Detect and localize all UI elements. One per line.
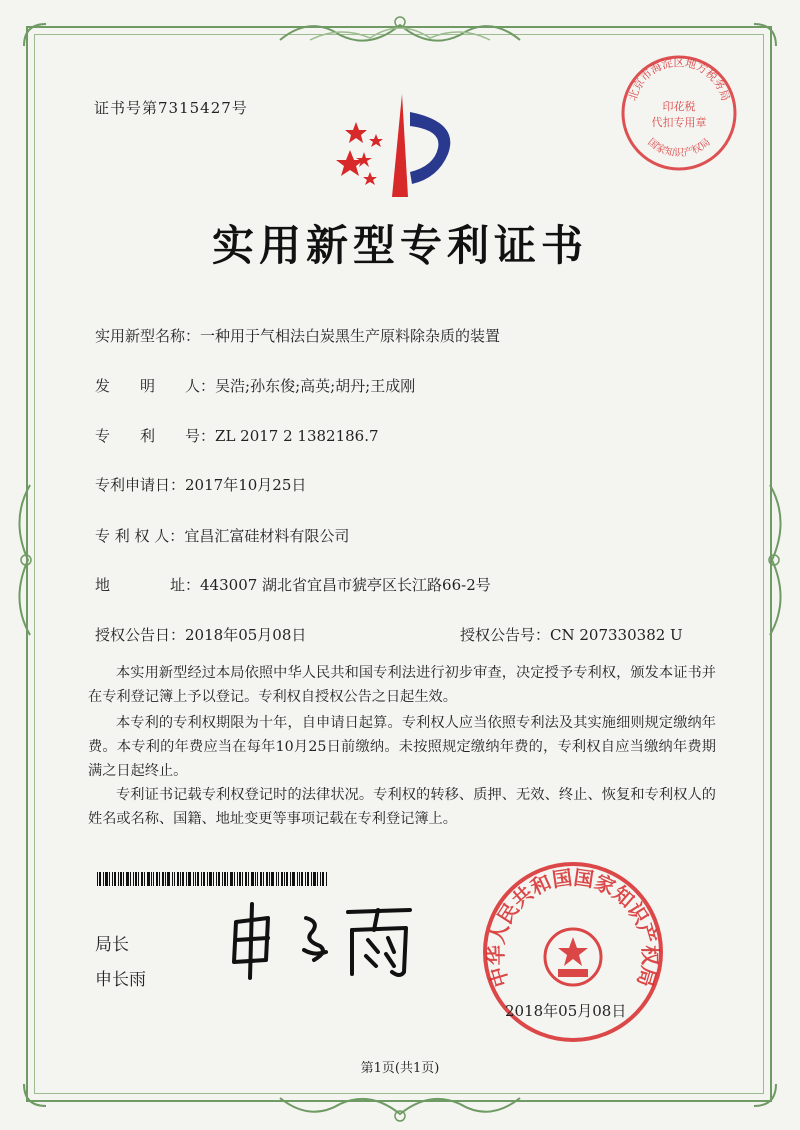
stamp-duty-seal (618, 52, 740, 174)
utility-name-value: 一种用于气相法白炭黑生产原料除杂质的装置 (200, 327, 501, 345)
seal-ring-text: 中华人民共和国国家知识产权局 (483, 865, 663, 990)
body-paragraph-3: 专利证书记载专利权登记时的法律状况。专利权的转移、质押、无效、终止、恢复和专利权人的姓名或名称、国籍、地址变更等事项记载在专利登记簿上。 (88, 787, 716, 827)
owner-label: 专 利 权 人： (95, 527, 185, 545)
grant-date-label: 授权公告日： (95, 626, 186, 644)
bottom-ornament (270, 1090, 530, 1126)
corner-ornament-br (750, 1080, 780, 1110)
patent-number-label: 专 利 号： (95, 427, 216, 445)
apply-date-label: 专利申请日： (95, 476, 186, 494)
utility-name-row (95, 325, 500, 346)
seal-date: 2018年05月08日 (505, 1002, 627, 1020)
handwritten-signature (228, 900, 418, 980)
inventor-value: 吴浩;孙东俊;高英;胡丹;王成刚 (215, 377, 416, 395)
corner-ornament-tl (20, 20, 50, 50)
owner-value: 宜昌汇富硅材料有限公司 (184, 527, 350, 545)
top-ornament (270, 10, 530, 50)
national-emblem-icon (545, 929, 601, 985)
body-paragraph-2: 本专利的专利权期限为十年，自申请日起算。专利权人应当依照专利法及其实施细则规定缴纳年费。本专利的年费应当在每年10月25日前缴纳。未按照规定缴纳年费的，专利权自应当缴纳年费期满之日起终止。 (88, 715, 716, 779)
small-seal-ring-text: 北京市海淀区地方税务局 (625, 56, 733, 103)
corner-ornament-bl (20, 1080, 50, 1110)
owner-row (95, 525, 349, 546)
barcode (97, 872, 329, 886)
inventor-label: 发 明 人： (95, 377, 216, 395)
page-number: 第1页(共1页) (360, 1061, 440, 1076)
left-ornament (8, 480, 38, 640)
body-paragraph-1: 本实用新型经过本局依照中华人民共和国专利法进行初步审查，决定授予专利权，颁发本证书并在专利登记簿上予以登记。专利权自授权公告之日起生效。 (88, 665, 716, 705)
page-title: 实用新型专利证书 (211, 221, 588, 270)
svg-text:国家知识产权局 (645, 136, 712, 159)
grant-date-value: 2018年05月08日 (185, 626, 307, 644)
inventor-row (95, 375, 415, 396)
small-seal-line1: 印花税 (662, 100, 696, 113)
corner-ornament-tr (750, 20, 780, 50)
apply-date-value: 2017年10月25日 (185, 476, 307, 494)
grant-date-row (95, 624, 306, 645)
right-ornament (762, 480, 792, 640)
signer-name: 申长雨 (95, 970, 146, 990)
grant-number-value: CN 207330382 U (550, 626, 683, 644)
utility-name-label: 实用新型名称： (95, 327, 201, 345)
patent-number-value: ZL 2017 2 1382186.7 (215, 427, 379, 445)
patent-number-row (95, 425, 379, 446)
signer-title: 局长 (95, 935, 129, 955)
grant-number-row (460, 624, 683, 645)
certificate-number: 证书号第7315427号 (94, 99, 248, 117)
address-row (95, 574, 491, 595)
address-value: 443007 湖北省宜昌市猇亭区长江路66-2号 (200, 576, 491, 594)
small-seal-bottom-text: 国家知识产权局 (645, 136, 713, 160)
svg-text:北京市海淀区地方税务局 (626, 55, 732, 102)
address-label: 地 址： (95, 576, 201, 594)
small-seal-line2: 代扣专用章 (651, 116, 707, 129)
grant-number-label: 授权公告号： (460, 626, 551, 644)
patent-office-emblem-icon (330, 92, 470, 202)
apply-date-row (95, 474, 306, 495)
